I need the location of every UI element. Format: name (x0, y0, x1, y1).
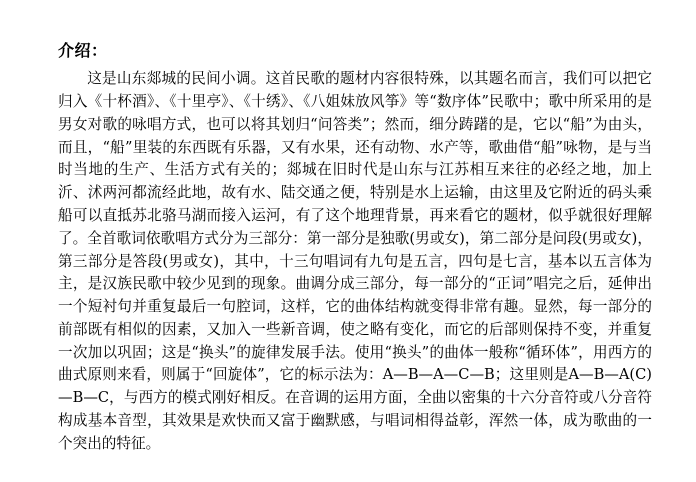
paragraph: 这是山东郯城的民间小调。这首民歌的题材内容很特殊，以其题名而言，我们可以把它归入《十杯酒》、《十里亭》、《十绣》、《八姐妹放风筝》等“数序体”民歌中；歌中所采用的是男女对歌的咏唱方式，也可以将其划归“问答类”；然而，细分踌躇的是，它以“船”为由头，而且，“船”里装的东西既有乐器，又有水果，还有动物、水产等，歌曲借“船”咏物，是与当时当地的生产、生活方式有关的；郯城在旧时代是山东与江苏相互来往的必经之地，加上沂、沭两河都流经此地，故有水、陆交通之便，特别是水上运输，由这里及它附近的码头乘船可以直抵苏北骆马湖而接入运河，有了这个地理背景，再来看它的题材，似乎就很好理解了。全首歌词依歌唱方式分为三部分：第一部分是独歌(男或女)，第二部分是问段(男或女)，第三部分是答段(男或女)，其中，十三句唱词有九句是五言，四句是七言，基本以五言体为主，是汉族民歌中较少见到的现象。曲调分成三部分，每一部分的“正词”唱完之后，延伸出一个短衬句并重复最后一句腔词，这样，它的曲体结构就变得非常有趣。显然，每一部分的前部既有相似的因素，又加入一些新音调，使之略有变化，而它的后部则保持不变，并重复一次加以巩固；这是“换头”的旋律发展手法。使用“换头”的曲体一般称“循环体”，用西方的曲式原则来看，则属于“回旋体”，它的标示法为：A—B—A—C—B；这里则是A—B—A(C)—B—C，与西方的模式刚好相反。在音调的运用方面，全曲以密集的十六分音符或八分音符构成基本音型，其效果是欢快而又富于幽默感，与唱词相得益彰，浑然一体，成为歌曲的一个突出的特征。 (58, 70, 652, 452)
document-body (58, 68, 652, 455)
page-title: 介绍： (58, 41, 108, 60)
